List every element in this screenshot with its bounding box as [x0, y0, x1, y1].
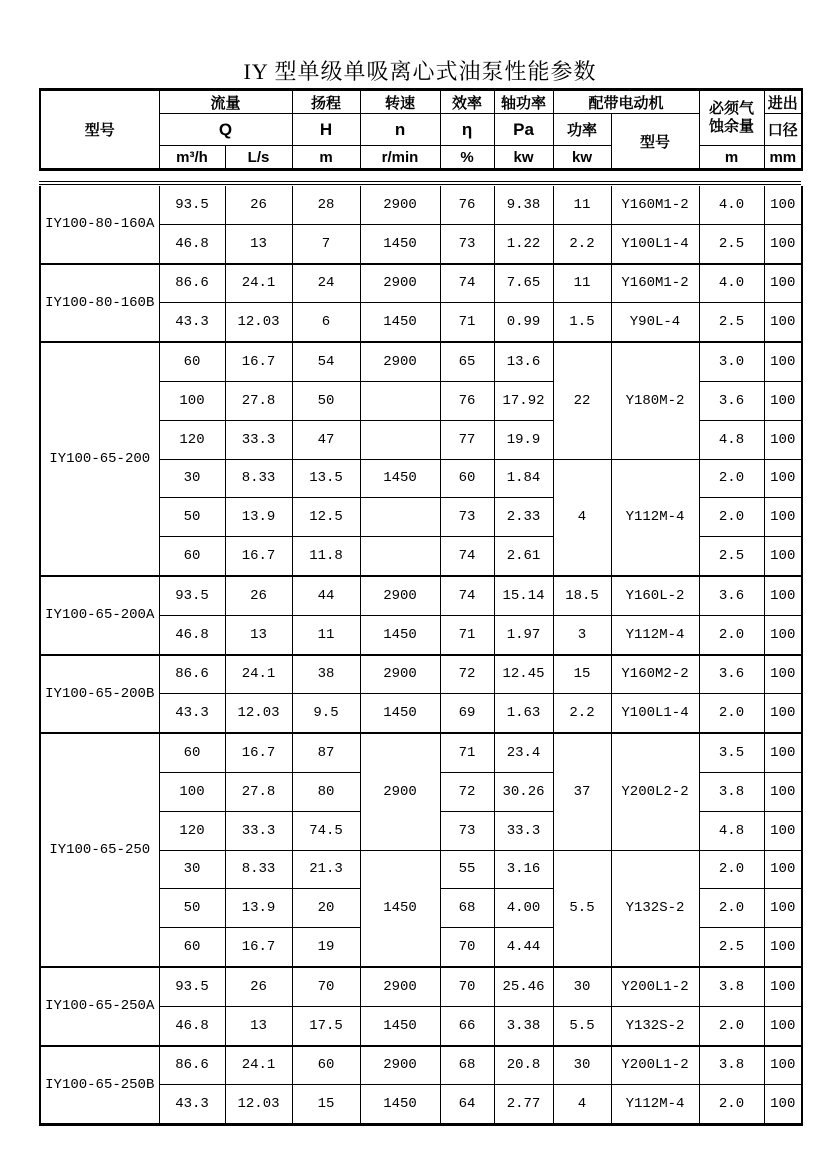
- cell-motor-model: Y160M2-2: [611, 655, 699, 694]
- header-flow-unit-ls: L/s: [225, 146, 292, 170]
- cell-head-m: 7: [292, 224, 360, 263]
- cell-shaft-power-kw: 23.4: [494, 733, 553, 772]
- cell-speed-rmin: 2900: [360, 967, 440, 1006]
- header-head: 扬程: [292, 90, 360, 114]
- cell-npsh-m: 2.0: [699, 850, 764, 889]
- cell-efficiency-pct: 77: [440, 420, 494, 459]
- cell-motor-model: Y160M1-2: [611, 264, 699, 303]
- cell-head-m: 20: [292, 889, 360, 928]
- double-rule-divider: [39, 181, 801, 185]
- cell-port-mm: 100: [764, 928, 802, 967]
- cell-port-mm: 100: [764, 889, 802, 928]
- cell-flow-ls: 27.8: [225, 772, 292, 811]
- header-motor-power: 功率: [553, 114, 611, 146]
- cell-flow-ls: 24.1: [225, 1046, 292, 1085]
- cell-head-m: 11.8: [292, 537, 360, 576]
- cell-motor-power-kw: 15: [553, 655, 611, 694]
- cell-flow-ls: 13: [225, 224, 292, 263]
- cell-flow-ls: 27.8: [225, 381, 292, 420]
- cell-speed-rmin: 2900: [360, 733, 440, 850]
- cell-shaft-power-kw: 0.99: [494, 303, 553, 342]
- header-flow-unit-m3h: m³/h: [159, 146, 225, 170]
- header-port-size: 口径: [764, 114, 802, 146]
- cell-flow-ls: 16.7: [225, 733, 292, 772]
- cell-head-m: 44: [292, 576, 360, 615]
- cell-head-m: 80: [292, 772, 360, 811]
- cell-efficiency-pct: 64: [440, 1085, 494, 1125]
- cell-flow-ls: 13: [225, 1006, 292, 1045]
- cell-motor-model: Y100L1-4: [611, 694, 699, 733]
- cell-shaft-power-kw: 33.3: [494, 811, 553, 850]
- cell-flow-m3h: 86.6: [159, 1046, 225, 1085]
- cell-shaft-power-kw: 1.97: [494, 615, 553, 654]
- cell-port-mm: 100: [764, 655, 802, 694]
- cell-npsh-m: 2.0: [699, 1006, 764, 1045]
- cell-shaft-power-kw: 7.65: [494, 264, 553, 303]
- cell-motor-power-kw: 18.5: [553, 576, 611, 615]
- cell-head-m: 17.5: [292, 1006, 360, 1045]
- cell-head-m: 21.3: [292, 850, 360, 889]
- cell-npsh-m: 2.0: [699, 889, 764, 928]
- header-speed-symbol: n: [360, 114, 440, 146]
- cell-efficiency-pct: 68: [440, 1046, 494, 1085]
- cell-flow-m3h: 46.8: [159, 1006, 225, 1045]
- cell-port-mm: 100: [764, 1046, 802, 1085]
- cell-port-mm: 100: [764, 1085, 802, 1125]
- cell-flow-ls: 26: [225, 967, 292, 1006]
- cell-head-m: 60: [292, 1046, 360, 1085]
- cell-port-mm: 100: [764, 576, 802, 615]
- cell-motor-power-kw: 22: [553, 342, 611, 459]
- cell-speed-rmin: 1450: [360, 615, 440, 654]
- cell-efficiency-pct: 66: [440, 1006, 494, 1045]
- cell-speed-rmin: 2900: [360, 342, 440, 381]
- header-efficiency-symbol: η: [440, 114, 494, 146]
- pump-model: IY100-80-160A: [40, 186, 159, 264]
- header-npsh-line2: 蚀余量: [709, 118, 755, 135]
- cell-shaft-power-kw: 13.6: [494, 342, 553, 381]
- cell-speed-rmin: 1450: [360, 224, 440, 263]
- cell-flow-m3h: 86.6: [159, 655, 225, 694]
- cell-motor-power-kw: 30: [553, 1046, 611, 1085]
- cell-efficiency-pct: 76: [440, 381, 494, 420]
- cell-motor-model: Y112M-4: [611, 1085, 699, 1125]
- cell-npsh-m: 2.5: [699, 537, 764, 576]
- cell-port-mm: 100: [764, 615, 802, 654]
- cell-motor-model: Y100L1-4: [611, 224, 699, 263]
- cell-motor-model: Y132S-2: [611, 850, 699, 967]
- cell-head-m: 13.5: [292, 459, 360, 498]
- cell-flow-m3h: 93.5: [159, 186, 225, 224]
- cell-motor-power-kw: 5.5: [553, 1006, 611, 1045]
- cell-head-m: 50: [292, 381, 360, 420]
- cell-port-mm: 100: [764, 303, 802, 342]
- cell-efficiency-pct: 73: [440, 498, 494, 537]
- cell-port-mm: 100: [764, 381, 802, 420]
- cell-flow-ls: 16.7: [225, 342, 292, 381]
- cell-npsh-m: 2.0: [699, 615, 764, 654]
- cell-flow-m3h: 60: [159, 928, 225, 967]
- cell-head-m: 54: [292, 342, 360, 381]
- cell-head-m: 74.5: [292, 811, 360, 850]
- cell-efficiency-pct: 71: [440, 733, 494, 772]
- cell-shaft-power-kw: 2.33: [494, 498, 553, 537]
- header-flow-symbol: Q: [159, 114, 292, 146]
- cell-flow-ls: 8.33: [225, 850, 292, 889]
- cell-port-mm: 100: [764, 811, 802, 850]
- cell-motor-model: Y132S-2: [611, 1006, 699, 1045]
- cell-shaft-power-kw: 3.16: [494, 850, 553, 889]
- header-shaft-power: 轴功率: [494, 90, 553, 114]
- table-header: [39, 88, 803, 171]
- cell-flow-ls: 24.1: [225, 264, 292, 303]
- cell-npsh-m: 2.5: [699, 224, 764, 263]
- cell-flow-ls: 33.3: [225, 811, 292, 850]
- cell-head-m: 12.5: [292, 498, 360, 537]
- cell-npsh-m: 2.0: [699, 694, 764, 733]
- cell-head-m: 24: [292, 264, 360, 303]
- cell-motor-model: Y180M-2: [611, 342, 699, 459]
- cell-shaft-power-kw: 25.46: [494, 967, 553, 1006]
- cell-flow-m3h: 60: [159, 537, 225, 576]
- cell-port-mm: 100: [764, 733, 802, 772]
- header-motor-power-unit: kw: [553, 146, 611, 170]
- cell-npsh-m: 2.5: [699, 928, 764, 967]
- header-head-unit: m: [292, 146, 360, 170]
- cell-shaft-power-kw: 1.22: [494, 224, 553, 263]
- header-npsh: [699, 90, 764, 146]
- cell-npsh-m: 4.8: [699, 811, 764, 850]
- cell-head-m: 70: [292, 967, 360, 1006]
- cell-efficiency-pct: 70: [440, 967, 494, 1006]
- cell-npsh-m: 2.0: [699, 1085, 764, 1125]
- cell-flow-ls: 12.03: [225, 303, 292, 342]
- cell-flow-m3h: 100: [159, 381, 225, 420]
- cell-efficiency-pct: 74: [440, 576, 494, 615]
- cell-flow-m3h: 43.3: [159, 694, 225, 733]
- cell-flow-m3h: 43.3: [159, 1085, 225, 1125]
- cell-speed-rmin: 2900: [360, 1046, 440, 1085]
- cell-flow-m3h: 46.8: [159, 615, 225, 654]
- cell-motor-power-kw: 2.2: [553, 694, 611, 733]
- cell-efficiency-pct: 71: [440, 615, 494, 654]
- header-npsh-unit: m: [699, 146, 764, 170]
- cell-shaft-power-kw: 17.92: [494, 381, 553, 420]
- cell-motor-model: Y200L1-2: [611, 967, 699, 1006]
- pump-model: IY100-65-250B: [40, 1046, 159, 1125]
- pump-model: IY100-65-200: [40, 342, 159, 576]
- pump-model: IY100-65-250: [40, 733, 159, 967]
- cell-npsh-m: 3.6: [699, 381, 764, 420]
- cell-npsh-m: 3.8: [699, 772, 764, 811]
- header-npsh-line1: 必须气: [709, 100, 755, 117]
- header-shaft-power-unit: kw: [494, 146, 553, 170]
- header-port-unit: mm: [764, 146, 802, 170]
- cell-npsh-m: 4.0: [699, 264, 764, 303]
- table-row: [40, 1046, 802, 1085]
- cell-npsh-m: 2.0: [699, 459, 764, 498]
- cell-flow-m3h: 86.6: [159, 264, 225, 303]
- cell-npsh-m: 2.0: [699, 498, 764, 537]
- cell-shaft-power-kw: 1.63: [494, 694, 553, 733]
- cell-motor-model: Y200L2-2: [611, 733, 699, 850]
- table-row: [40, 264, 802, 303]
- cell-shaft-power-kw: 1.84: [494, 459, 553, 498]
- cell-flow-m3h: 93.5: [159, 576, 225, 615]
- cell-motor-power-kw: 37: [553, 733, 611, 850]
- cell-shaft-power-kw: 3.38: [494, 1006, 553, 1045]
- header-speed-unit: r/min: [360, 146, 440, 170]
- cell-head-m: 11: [292, 615, 360, 654]
- cell-port-mm: 100: [764, 694, 802, 733]
- pump-model: IY100-65-200A: [40, 576, 159, 655]
- cell-head-m: 6: [292, 303, 360, 342]
- cell-speed-rmin: 1450: [360, 850, 440, 967]
- cell-speed-rmin: 1450: [360, 1085, 440, 1125]
- cell-port-mm: 100: [764, 420, 802, 459]
- cell-motor-power-kw: 4: [553, 459, 611, 576]
- cell-flow-ls: 26: [225, 186, 292, 224]
- cell-shaft-power-kw: 15.14: [494, 576, 553, 615]
- cell-flow-m3h: 120: [159, 420, 225, 459]
- cell-flow-ls: 16.7: [225, 928, 292, 967]
- pump-model: IY100-65-200B: [40, 655, 159, 734]
- header-port-inout: 进出: [764, 90, 802, 114]
- cell-head-m: 19: [292, 928, 360, 967]
- cell-flow-m3h: 43.3: [159, 303, 225, 342]
- cell-efficiency-pct: 76: [440, 186, 494, 224]
- cell-motor-power-kw: 4: [553, 1085, 611, 1125]
- cell-flow-ls: 12.03: [225, 1085, 292, 1125]
- table-row: [40, 733, 802, 772]
- cell-speed-rmin: 2900: [360, 264, 440, 303]
- cell-efficiency-pct: 60: [440, 459, 494, 498]
- table-row: [40, 576, 802, 615]
- header-speed: 转速: [360, 90, 440, 114]
- pump-model: IY100-80-160B: [40, 264, 159, 343]
- cell-flow-m3h: 30: [159, 459, 225, 498]
- cell-speed-rmin: 1450: [360, 459, 440, 498]
- cell-efficiency-pct: 73: [440, 224, 494, 263]
- header-head-symbol: H: [292, 114, 360, 146]
- cell-npsh-m: 4.0: [699, 186, 764, 224]
- cell-speed-rmin: 2900: [360, 576, 440, 615]
- table-row: [40, 967, 802, 1006]
- page-title: IY 型单级单吸离心式油泵性能参数: [243, 59, 597, 84]
- cell-flow-ls: 13.9: [225, 498, 292, 537]
- cell-speed-rmin: 2900: [360, 655, 440, 694]
- pump-model: IY100-65-250A: [40, 967, 159, 1046]
- cell-efficiency-pct: 74: [440, 537, 494, 576]
- cell-head-m: 47: [292, 420, 360, 459]
- cell-npsh-m: 3.8: [699, 967, 764, 1006]
- cell-npsh-m: 3.0: [699, 342, 764, 381]
- cell-speed-rmin: [360, 381, 440, 420]
- cell-speed-rmin: 1450: [360, 1006, 440, 1045]
- cell-flow-m3h: 100: [159, 772, 225, 811]
- cell-npsh-m: 4.8: [699, 420, 764, 459]
- cell-shaft-power-kw: 19.9: [494, 420, 553, 459]
- cell-flow-ls: 33.3: [225, 420, 292, 459]
- cell-flow-ls: 24.1: [225, 655, 292, 694]
- header-shaft-power-symbol: Pa: [494, 114, 553, 146]
- cell-head-m: 87: [292, 733, 360, 772]
- header-efficiency: 效率: [440, 90, 494, 114]
- pump-table-body: [40, 186, 802, 1125]
- cell-npsh-m: 3.6: [699, 576, 764, 615]
- cell-shaft-power-kw: 2.77: [494, 1085, 553, 1125]
- cell-port-mm: 100: [764, 850, 802, 889]
- cell-motor-power-kw: 11: [553, 186, 611, 224]
- cell-head-m: 38: [292, 655, 360, 694]
- cell-shaft-power-kw: 20.8: [494, 1046, 553, 1085]
- cell-port-mm: 100: [764, 224, 802, 263]
- cell-shaft-power-kw: 12.45: [494, 655, 553, 694]
- cell-motor-power-kw: 11: [553, 264, 611, 303]
- header-model: 型号: [40, 90, 159, 170]
- cell-shaft-power-kw: 9.38: [494, 186, 553, 224]
- cell-port-mm: 100: [764, 459, 802, 498]
- cell-efficiency-pct: 72: [440, 655, 494, 694]
- cell-npsh-m: 2.5: [699, 303, 764, 342]
- cell-flow-m3h: 50: [159, 498, 225, 537]
- cell-flow-ls: 13: [225, 615, 292, 654]
- cell-speed-rmin: 1450: [360, 694, 440, 733]
- cell-head-m: 9.5: [292, 694, 360, 733]
- cell-flow-ls: 16.7: [225, 537, 292, 576]
- cell-motor-power-kw: 30: [553, 967, 611, 1006]
- cell-speed-rmin: [360, 498, 440, 537]
- cell-motor-power-kw: 2.2: [553, 224, 611, 263]
- header-motor-group: 配带电动机: [553, 90, 699, 114]
- cell-flow-ls: 13.9: [225, 889, 292, 928]
- data-table-section: [39, 181, 801, 1126]
- header-motor-model: 型号: [611, 114, 699, 170]
- cell-flow-m3h: 93.5: [159, 967, 225, 1006]
- cell-npsh-m: 3.6: [699, 655, 764, 694]
- cell-efficiency-pct: 71: [440, 303, 494, 342]
- cell-port-mm: 100: [764, 1006, 802, 1045]
- cell-port-mm: 100: [764, 537, 802, 576]
- cell-flow-m3h: 50: [159, 889, 225, 928]
- cell-port-mm: 100: [764, 264, 802, 303]
- cell-port-mm: 100: [764, 967, 802, 1006]
- cell-motor-power-kw: 1.5: [553, 303, 611, 342]
- cell-flow-m3h: 30: [159, 850, 225, 889]
- cell-port-mm: 100: [764, 772, 802, 811]
- cell-head-m: 28: [292, 186, 360, 224]
- table-row: [40, 655, 802, 694]
- cell-flow-ls: 8.33: [225, 459, 292, 498]
- cell-motor-model: Y112M-4: [611, 459, 699, 576]
- header-row-1: [40, 90, 802, 114]
- cell-head-m: 15: [292, 1085, 360, 1125]
- cell-shaft-power-kw: 4.00: [494, 889, 553, 928]
- header-efficiency-unit: %: [440, 146, 494, 170]
- cell-efficiency-pct: 65: [440, 342, 494, 381]
- pump-performance-table: [39, 186, 803, 1126]
- cell-efficiency-pct: 70: [440, 928, 494, 967]
- cell-shaft-power-kw: 4.44: [494, 928, 553, 967]
- cell-motor-model: Y160L-2: [611, 576, 699, 615]
- cell-flow-ls: 12.03: [225, 694, 292, 733]
- cell-flow-m3h: 60: [159, 733, 225, 772]
- cell-efficiency-pct: 69: [440, 694, 494, 733]
- cell-port-mm: 100: [764, 498, 802, 537]
- cell-efficiency-pct: 73: [440, 811, 494, 850]
- header-flow: 流量: [159, 90, 292, 114]
- cell-shaft-power-kw: 30.26: [494, 772, 553, 811]
- cell-motor-power-kw: 5.5: [553, 850, 611, 967]
- table-row: [40, 186, 802, 224]
- cell-motor-model: Y90L-4: [611, 303, 699, 342]
- cell-npsh-m: 3.5: [699, 733, 764, 772]
- cell-npsh-m: 3.8: [699, 1046, 764, 1085]
- cell-flow-ls: 26: [225, 576, 292, 615]
- cell-speed-rmin: 2900: [360, 186, 440, 224]
- cell-port-mm: 100: [764, 186, 802, 224]
- cell-flow-m3h: 120: [159, 811, 225, 850]
- cell-efficiency-pct: 72: [440, 772, 494, 811]
- cell-efficiency-pct: 55: [440, 850, 494, 889]
- cell-motor-model: Y112M-4: [611, 615, 699, 654]
- cell-speed-rmin: [360, 537, 440, 576]
- cell-shaft-power-kw: 2.61: [494, 537, 553, 576]
- cell-motor-model: Y200L1-2: [611, 1046, 699, 1085]
- cell-flow-m3h: 60: [159, 342, 225, 381]
- cell-efficiency-pct: 68: [440, 889, 494, 928]
- cell-flow-m3h: 46.8: [159, 224, 225, 263]
- cell-motor-model: Y160M1-2: [611, 186, 699, 224]
- table-row: [40, 342, 802, 381]
- cell-port-mm: 100: [764, 342, 802, 381]
- cell-motor-power-kw: 3: [553, 615, 611, 654]
- cell-speed-rmin: [360, 420, 440, 459]
- cell-speed-rmin: 1450: [360, 303, 440, 342]
- cell-efficiency-pct: 74: [440, 264, 494, 303]
